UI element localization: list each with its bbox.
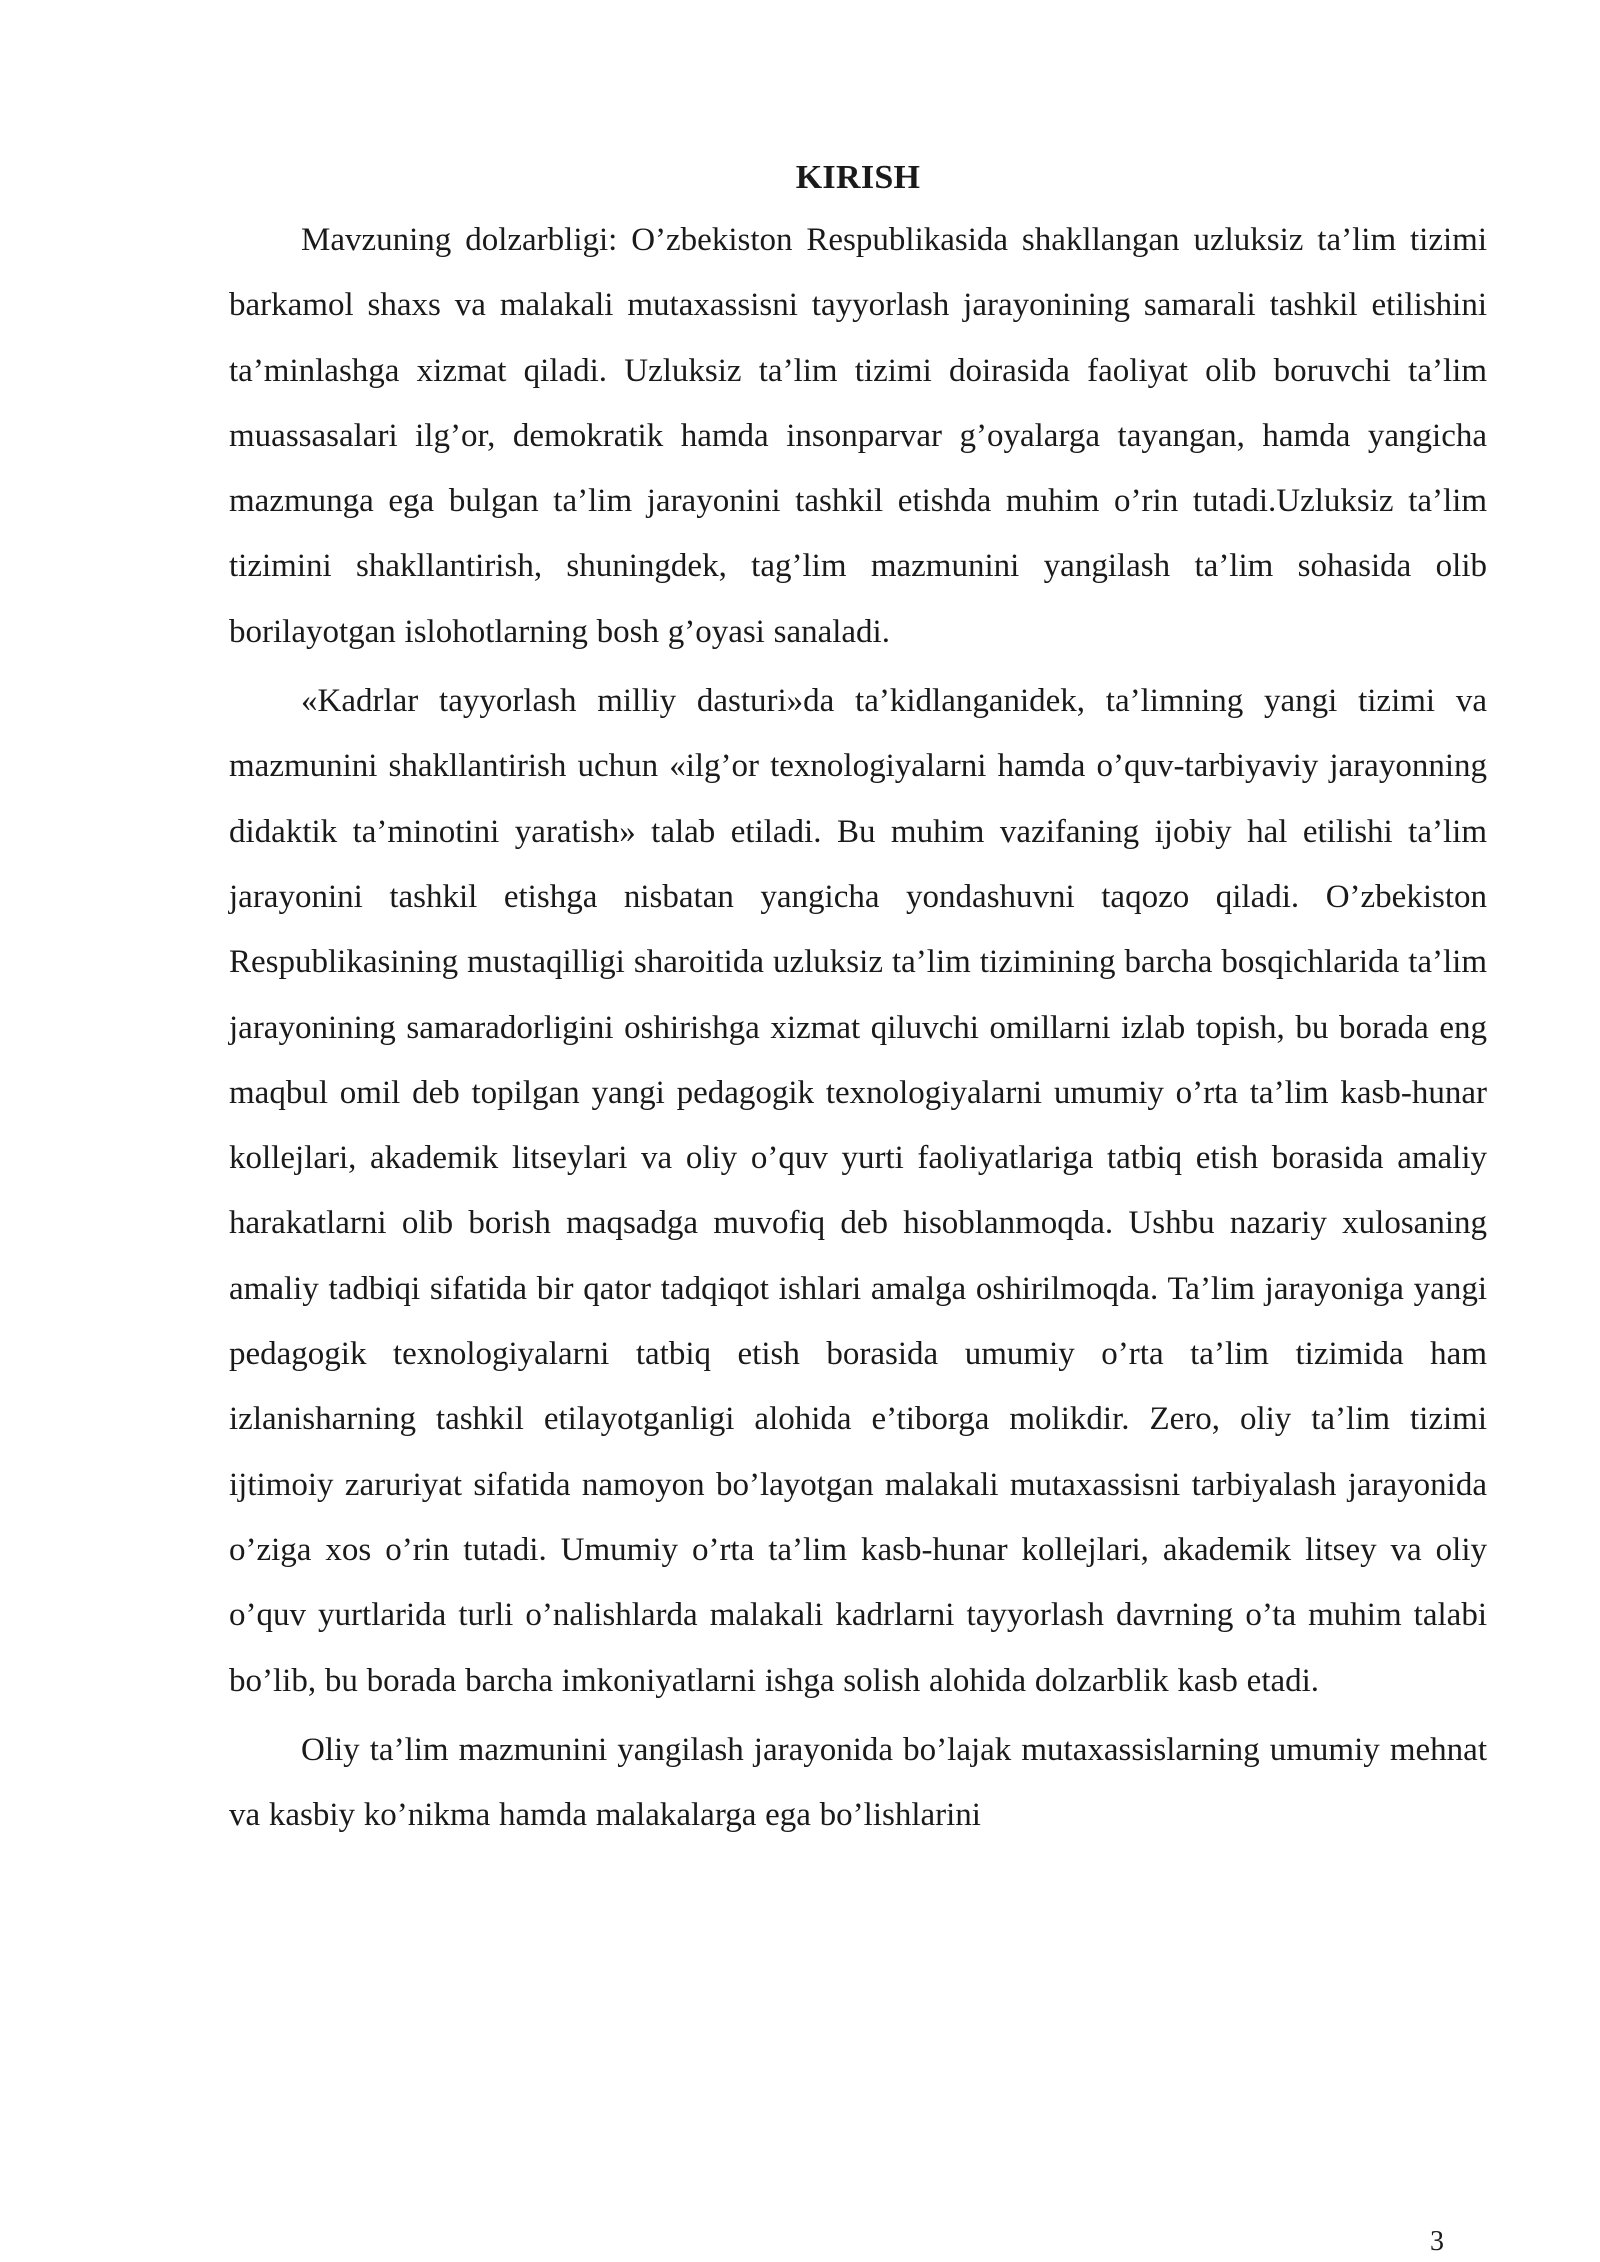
paragraph-relevance: Mavzuning dolzarbligi: O’zbekiston Respublikasida shakllangan uzluksiz ta’lim tizimi barkamol shaxs va malakali mutaxassisni tayyorlash jarayonining samarali tashkil etilishini ta’minlashga xizmat qiladi. Uzluksiz ta’lim tizimi doirasida faoliyat olib boruvchi ta’lim muassasalari ilg’or, demokratik hamda insonparvar g’oyalarga tayangan, hamda yangicha mazmunga ega bulgan ta’lim jarayonini tashkil etishda muhim o’rin tutadi.Uzluksiz ta’lim tizimini shakllantirish, shuningdek, tag’lim mazmunini yangilash ta’lim sohasida olib borilayotgan islohotlarning bosh g’oyasi sanaladi. — [229, 222, 1487, 650]
paragraph-national-program: «Kadrlar tayyorlash milliy dasturi»da ta’kidlanganidek, ta’limning yangi tizimi va mazmunini shakllantirish uchun «ilg’or texnologiyalarni hamda o’quv-tarbiyaviy jarayonning didaktik ta’minotini yaratish» talab etiladi. Bu muhim vazifaning ijobiy hal etilishi ta’lim jarayonini tashkil etishga nisbatan yangicha yondashuvni taqozo qiladi. O’zbekiston Respublikasining mustaqilligi sharoitida uzluksiz ta’lim tizimining barcha bosqichlarida ta’lim jarayonining samaradorligini oshirishga xizmat qiluvchi omillarni izlab topish, bu borada eng maqbul omil deb topilgan yangi pedagogik texnologiyalarni umumiy o’rta ta’lim kasb-hunar kollejlari, akademik litseylari va oliy o’quv yurti faoliyatlariga tatbiq etish borasida amaliy harakatlarni olib borish maqsadga muvofiq deb hisoblanmoqda. Ushbu nazariy xulosaning amaliy tadbiqi sifatida bir qator tadqiqot ishlari amalga oshirilmoqda. Ta’lim jarayoniga yangi pedagogik texnologiyalarni tatbiq etish borasida umumiy o’rta ta’lim tizimida ham izlanisharning tashkil etilayotganligi alohida e’tiborga molikdir. Zero, oliy ta’lim tizimi ijtimoiy zaruriyat sifatida namoyon bo’layotgan malakali mutaxassisni tarbiyalash jarayonida o’ziga xos o’rin tutadi. Umumiy o’rta ta’lim kasb-hunar kollejlari, akademik litsey va oliy o’quv yurtlarida turli o’nalishlarda malakali kadrlarni tayyorlash davrning o’ta muhim talabi bo’lib, bu borada barcha imkoniyatlarni ishga solish alohida dolzarblik kasb etadi. — [229, 683, 1487, 1699]
section-heading: KIRISH — [795, 159, 921, 196]
document-page — [229, 150, 1487, 1852]
page-number: 3 — [1430, 2226, 1444, 2257]
paragraph-higher-education: Oliy ta’lim mazmunini yangilash jarayonida bo’lajak mutaxassislarning umumiy mehnat va kasbiy ko’nikma hamda malakalarga ega bo’lishlarini — [229, 1731, 1487, 1834]
